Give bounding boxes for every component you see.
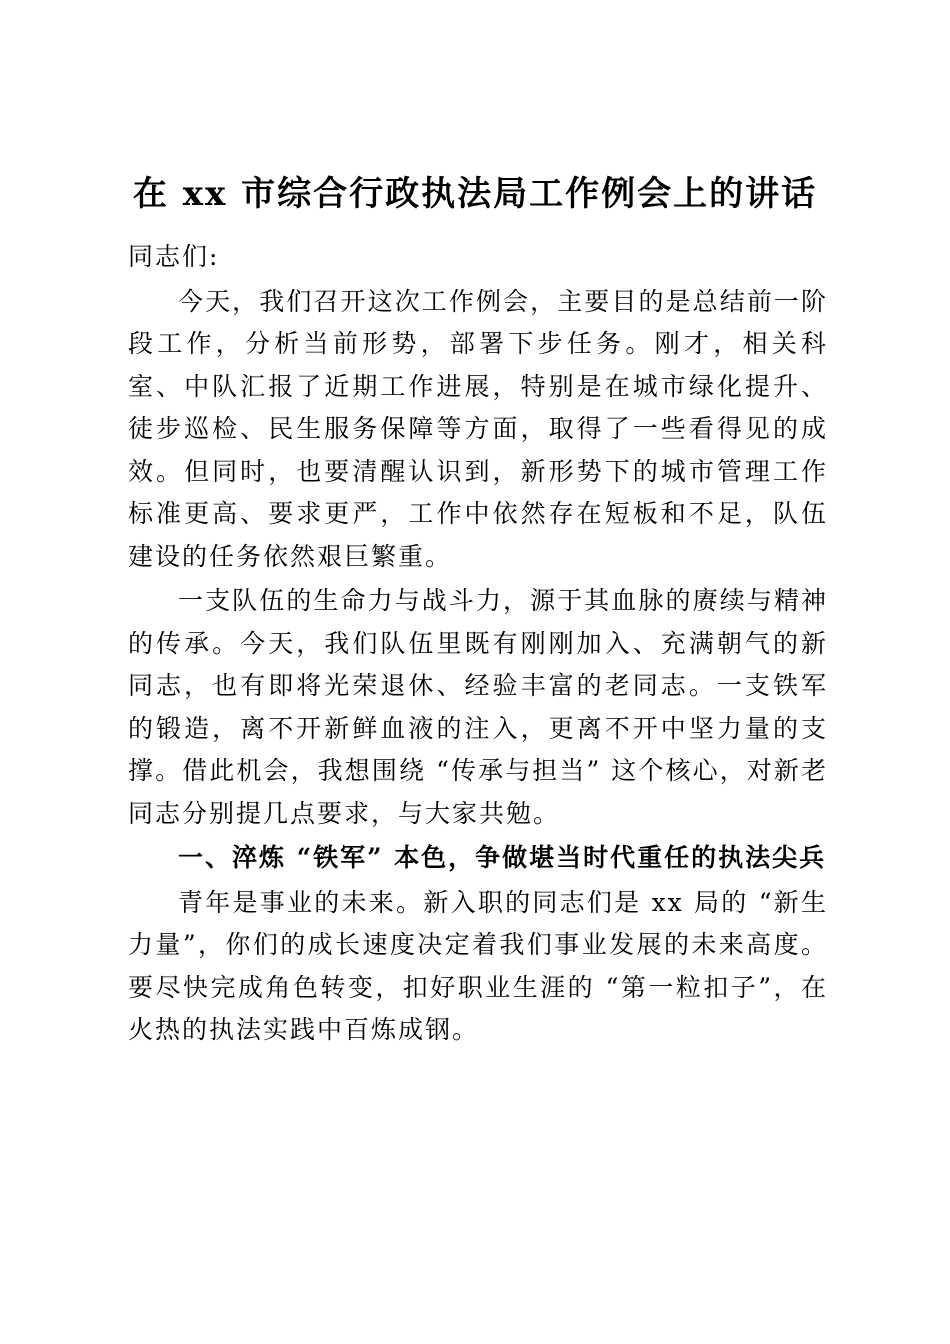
- paragraph-intro: 今天，我们召开这次工作例会，主要目的是总结前一阶段工作，分析当前形势，部署下步任务。刚才，相关科室、中队汇报了近期工作进展，特别是在城市绿化提升、徒步巡检、民生服务保障等方面，取得了一些看得见的成效。但同时，也要清醒认识到，新形势下的城市管理工作标准更高、要求更严，工作中依然存在短板和不足，队伍建设的任务依然艰巨繁重。: [128, 286, 828, 571]
- document-body: [128, 236, 828, 1052]
- paragraph-team: 一支队伍的生命力与战斗力，源于其血脉的赓续与精神的传承。今天，我们队伍里既有刚刚加入、充满朝气的新同志，也有即将光荣退休、经验丰富的老同志。一支铁军的锻造，离不开新鲜血液的注入，更离不开中坚力量的支撑。借此机会，我想围绕 “传承与担当” 这个核心，对新老同志分别提几点要求，与大家共勉。: [128, 586, 828, 828]
- section-heading: 一、淬炼 “铁军” 本色，争做堪当时代重任的执法尖兵: [178, 843, 827, 872]
- section-paragraph: 青年是事业的未来。新入职的同志们是 xx 局的 “新生力量”，你们的成长速度决定着我们事业发展的未来高度。要尽快完成角色转变，扣好职业生涯的 “第一粒扣子”，在火热的执法实践中百炼成钢。: [128, 887, 828, 1044]
- document-title: 在 xx 市综合行政执法局工作例会上的讲话: [132, 174, 818, 214]
- salutation: 同志们:: [128, 242, 220, 271]
